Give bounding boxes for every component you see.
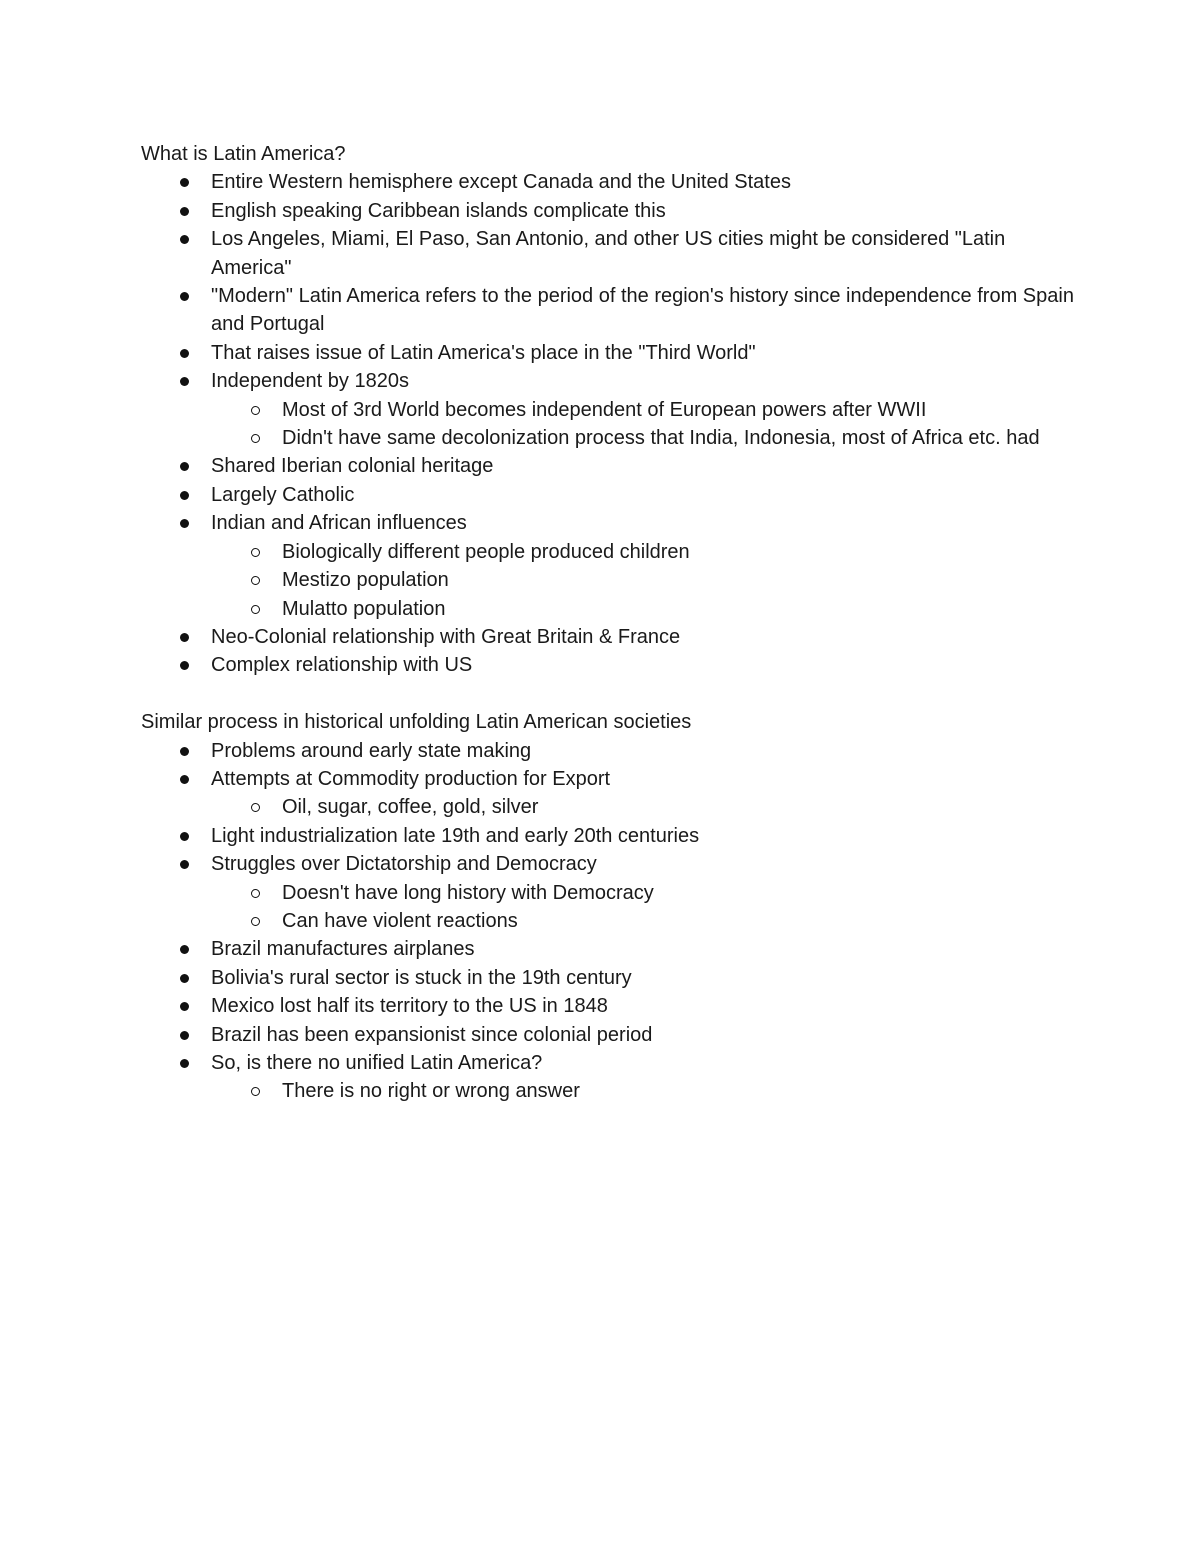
- list-item-text: So, is there no unified Latin America?: [211, 1051, 543, 1074]
- sub-list-container: [141, 879, 1081, 936]
- bullet-disc-icon: [180, 661, 189, 670]
- list-item: [141, 623, 1081, 651]
- list-item: [141, 822, 1081, 850]
- sub-list-item-text: Can have violent reactions: [282, 909, 518, 932]
- list-item: [141, 651, 1081, 679]
- bullet-disc-icon: [180, 462, 189, 471]
- bullet-disc-icon: [180, 747, 189, 756]
- section-heading: What is Latin America?: [141, 143, 346, 165]
- bullet-list: [141, 737, 1081, 1106]
- sub-list-item: [211, 1077, 1081, 1105]
- bullet-disc-icon: [180, 519, 189, 528]
- list-item: [141, 481, 1081, 509]
- bullet-circle-icon: [251, 434, 260, 443]
- sub-list-container: [141, 396, 1081, 453]
- bullet-disc-icon: [180, 974, 189, 983]
- list-item-text: Mexico lost half its territory to the US in 1848: [211, 995, 608, 1018]
- bullet-disc-icon: [180, 1059, 189, 1068]
- list-item-text: English speaking Caribbean islands complicate this: [211, 199, 666, 222]
- sub-list-item: [211, 396, 1081, 424]
- sub-list-item-text: There is no right or wrong answer: [282, 1080, 580, 1103]
- bullet-disc-icon: [180, 775, 189, 784]
- sub-bullet-list: [211, 538, 1081, 623]
- bullet-disc-icon: [180, 377, 189, 386]
- sub-bullet-list: [211, 879, 1081, 936]
- sub-list-item: [211, 793, 1081, 821]
- bullet-circle-icon: [251, 576, 260, 585]
- list-item-text: Problems around early state making: [211, 739, 532, 762]
- list-item-text: Bolivia's rural sector is stuck in the 19th century: [211, 966, 632, 989]
- list-item-text: Neo-Colonial relationship with Great Britain & France: [211, 625, 681, 648]
- sub-list-item: [211, 907, 1081, 935]
- bullet-circle-icon: [251, 406, 260, 415]
- bullet-circle-icon: [251, 605, 260, 614]
- sub-list-item-text: Most of 3rd World becomes independent of European powers after WWII: [282, 398, 927, 421]
- list-item-text: Indian and African influences: [211, 512, 467, 535]
- list-item: [141, 964, 1081, 992]
- notes-section: [141, 708, 1081, 1106]
- sub-list-item-text: Didn't have same decolonization process that India, Indonesia, most of Africa etc. had: [282, 427, 1040, 450]
- sub-list-item-text: Biologically different people produced children: [282, 540, 690, 563]
- sub-list-item: [211, 595, 1081, 623]
- list-item: [141, 197, 1081, 225]
- sub-list-item-text: Oil, sugar, coffee, gold, silver: [282, 796, 539, 819]
- sub-list-item-text: Mestizo population: [282, 569, 449, 592]
- bullet-disc-icon: [180, 292, 189, 301]
- bullet-circle-icon: [251, 917, 260, 926]
- list-item: [141, 168, 1081, 196]
- list-item: [141, 850, 1081, 878]
- bullet-disc-icon: [180, 832, 189, 841]
- list-item-text: Complex relationship with US: [211, 654, 473, 677]
- list-item: [141, 509, 1081, 537]
- list-item: [141, 452, 1081, 480]
- sub-list-container: [141, 793, 1081, 821]
- list-item-text: Brazil has been expansionist since colonial period: [211, 1023, 653, 1046]
- sub-list-item-text: Mulatto population: [282, 597, 446, 620]
- bullet-disc-icon: [180, 178, 189, 187]
- list-item: [141, 367, 1081, 395]
- bullet-circle-icon: [251, 548, 260, 557]
- sub-list-item: [211, 424, 1081, 452]
- list-item: [141, 1049, 1081, 1077]
- list-item-text: Independent by 1820s: [211, 370, 409, 393]
- bullet-disc-icon: [180, 235, 189, 244]
- bullet-list: [141, 168, 1081, 679]
- sub-bullet-list: [211, 396, 1081, 453]
- bullet-circle-icon: [251, 889, 260, 898]
- bullet-disc-icon: [180, 349, 189, 358]
- list-item: [141, 282, 1081, 339]
- bullet-disc-icon: [180, 633, 189, 642]
- list-item-text: Largely Catholic: [211, 483, 355, 506]
- bullet-disc-icon: [180, 207, 189, 216]
- list-item-text: Light industrialization late 19th and early 20th centuries: [211, 824, 700, 847]
- sub-list-container: [141, 1077, 1081, 1105]
- sub-bullet-list: [211, 793, 1081, 821]
- list-item: [141, 339, 1081, 367]
- bullet-disc-icon: [180, 1002, 189, 1011]
- notes-section: [141, 140, 1081, 680]
- sub-list-item: [211, 566, 1081, 594]
- list-item-text: Shared Iberian colonial heritage: [211, 455, 494, 478]
- document-content: [141, 140, 1081, 1106]
- list-item-text: Los Angeles, Miami, El Paso, San Antonio, and other US cities might be considered "Latin America": [211, 228, 1006, 279]
- list-item: [141, 1021, 1081, 1049]
- list-item-text: That raises issue of Latin America's place in the "Third World": [211, 341, 756, 364]
- sub-list-container: [141, 538, 1081, 623]
- sub-list-item: [211, 538, 1081, 566]
- list-item: [141, 737, 1081, 765]
- list-item: [141, 992, 1081, 1020]
- sub-list-item: [211, 879, 1081, 907]
- sub-list-item-text: Doesn't have long history with Democracy: [282, 881, 654, 904]
- list-item-text: "Modern" Latin America refers to the period of the region's history since independence from Spain and Portugal: [211, 285, 1074, 336]
- list-item: [141, 225, 1081, 282]
- bullet-disc-icon: [180, 491, 189, 500]
- bullet-disc-icon: [180, 945, 189, 954]
- bullet-circle-icon: [251, 803, 260, 812]
- list-item-text: Brazil manufactures airplanes: [211, 938, 475, 961]
- section-heading: Similar process in historical unfolding Latin American societies: [141, 711, 692, 734]
- sub-bullet-list: [211, 1077, 1081, 1105]
- list-item-text: Struggles over Dictatorship and Democracy: [211, 853, 597, 876]
- list-item-text: Attempts at Commodity production for Export: [211, 767, 611, 790]
- list-item: [141, 765, 1081, 793]
- list-item: [141, 935, 1081, 963]
- bullet-disc-icon: [180, 1031, 189, 1040]
- bullet-disc-icon: [180, 860, 189, 869]
- list-item-text: Entire Western hemisphere except Canada and the United States: [211, 171, 791, 194]
- bullet-circle-icon: [251, 1087, 260, 1096]
